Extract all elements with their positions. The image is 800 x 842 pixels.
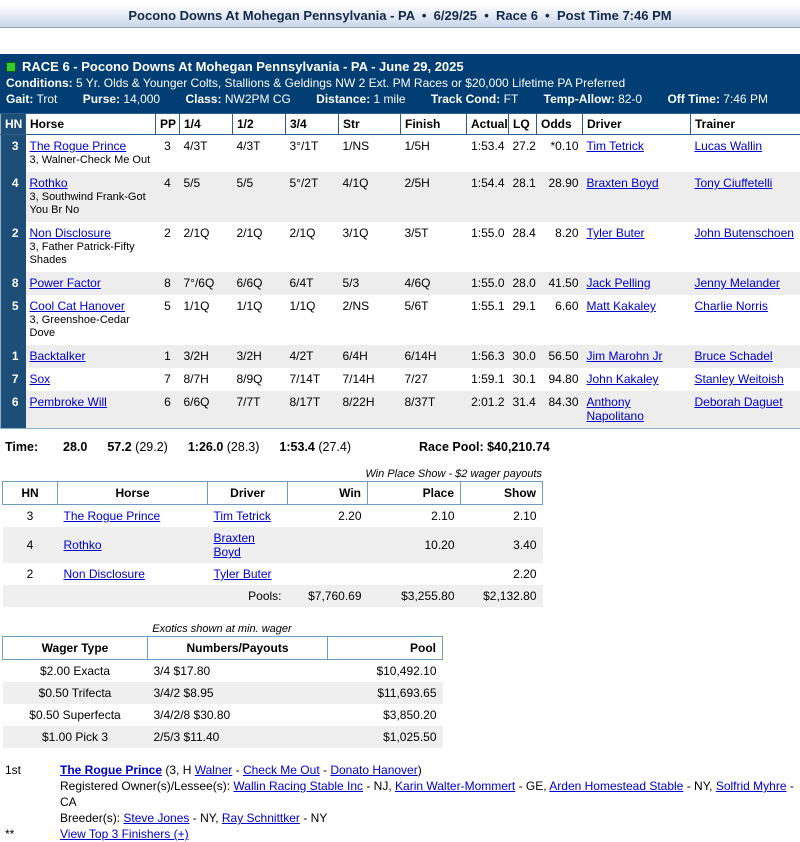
post-position: 2: [156, 222, 180, 272]
stretch-call: 3/1Q: [339, 222, 401, 272]
actual-time: 1:53.4: [467, 135, 509, 173]
horse-link[interactable]: Non Disclosure: [30, 226, 111, 240]
result-row: [1, 222, 800, 272]
post-position: 4: [156, 172, 180, 222]
quarter-call: 7°/6Q: [180, 272, 233, 295]
quarter-call: 5/5: [180, 172, 233, 222]
wps-place-pool: $3,255.80: [368, 585, 461, 607]
wps-pools-spacer: [58, 585, 208, 607]
result-row: [1, 135, 800, 173]
conditions-text: 5 Yr. Olds & Younger Colts, Stallions & Geldings NW 2 Ext. PM Races or $20,000 Lifetime PA Preferred: [76, 76, 625, 90]
race-stat-value: 82-0: [618, 92, 642, 106]
driver-cell: [583, 295, 691, 345]
exotics-wager-type: $0.50 Trifecta: [3, 682, 148, 704]
actual-time: 1:55.1: [467, 295, 509, 345]
driver-link[interactable]: Jim Marohn Jr: [587, 349, 663, 363]
wps-row: [3, 527, 543, 563]
last-quarter: 31.4: [509, 391, 537, 429]
exotics-row: [3, 660, 443, 683]
wps-col-driver: Driver: [208, 482, 288, 505]
wps-driver-link[interactable]: Braxten Boyd: [214, 531, 255, 559]
race-stats-line: [6, 91, 794, 107]
result-row: [1, 391, 800, 429]
split-time: [63, 440, 87, 454]
horse-number: 2: [1, 222, 26, 272]
stretch-call: 7/14H: [339, 368, 401, 391]
wps-driver-cell: [208, 527, 288, 563]
driver-cell: [583, 272, 691, 295]
race-stat-value: 14,000: [123, 92, 160, 106]
winner-pedigree-line: [60, 762, 800, 778]
wps-show-pool: $2,132.80: [461, 585, 543, 607]
three-quarter-call: 8/17T: [286, 391, 339, 429]
owner-suffix: - CA: [60, 779, 794, 809]
trainer-cell: [691, 222, 800, 272]
view-top-finishers-link[interactable]: View Top 3 Finishers (+): [60, 827, 189, 841]
horse-link[interactable]: Pembroke Will: [30, 395, 107, 409]
breeder-suffix: - NY: [300, 811, 327, 825]
owner-link[interactable]: Karin Walter-Mommert: [395, 779, 515, 793]
horse-cell: [26, 172, 156, 222]
stretch-call: 5/3: [339, 272, 401, 295]
exotics-row: [3, 726, 443, 748]
wps-horse-cell: [58, 563, 208, 585]
col-header-lq: LQ: [509, 114, 537, 135]
odds: 6.60: [537, 295, 583, 345]
trainer-link[interactable]: Bruce Schadel: [695, 349, 773, 363]
trainer-link[interactable]: Tony Ciuffetelli: [695, 176, 773, 190]
driver-link[interactable]: Tim Tetrick: [587, 139, 644, 153]
wps-show-payout: 2.20: [461, 563, 543, 585]
col-header-half: 1/2: [233, 114, 286, 135]
col-header-stretch: Str: [339, 114, 401, 135]
exotics-pool: $1,025.50: [328, 726, 443, 748]
race-stat-value: 1 mile: [374, 92, 406, 106]
three-quarter-call: 5°/2T: [286, 172, 339, 222]
wps-col-horse: Horse: [58, 482, 208, 505]
winner-age-sex: (3, H: [162, 763, 195, 777]
exotics-note: Exotics shown at min. wager: [2, 623, 442, 635]
horse-cell: [26, 295, 156, 345]
three-quarter-call: 4/2T: [286, 345, 339, 368]
driver-cell: [583, 345, 691, 368]
actual-time: 1:55.0: [467, 222, 509, 272]
winner-details: [0, 762, 800, 842]
wps-col-hn: HN: [3, 482, 58, 505]
horse-link[interactable]: Sox: [30, 372, 51, 386]
sire-link[interactable]: Walner: [195, 763, 233, 777]
race-stat-value: NW2PM CG: [225, 92, 291, 106]
horse-cell: [26, 368, 156, 391]
exotics-numbers-payout: 2/5/3 $11.40: [148, 726, 328, 748]
wps-horse-cell: [58, 505, 208, 528]
race-stat: [83, 92, 160, 106]
wps-row: [3, 505, 543, 528]
split-fraction: (28.3): [227, 440, 260, 454]
driver-link[interactable]: Matt Kakaley: [587, 299, 656, 313]
horse-cell: [26, 272, 156, 295]
last-quarter: 27.2: [509, 135, 537, 173]
post-position: 7: [156, 368, 180, 391]
horse-link[interactable]: Power Factor: [30, 276, 101, 290]
trainer-cell: [691, 345, 800, 368]
quarter-call: 8/7H: [180, 368, 233, 391]
post-position: 1: [156, 345, 180, 368]
odds: 8.20: [537, 222, 583, 272]
trainer-cell: [691, 172, 800, 222]
driver-link[interactable]: Jack Pelling: [587, 276, 651, 290]
wps-header-row: [3, 482, 543, 505]
last-quarter: 29.1: [509, 295, 537, 345]
wps-col-show: Show: [461, 482, 543, 505]
breeder-suffix: - NY,: [189, 811, 221, 825]
race-conditions: [6, 75, 794, 91]
owner-suffix: - NJ,: [363, 779, 395, 793]
horse-number: 6: [1, 391, 26, 429]
wps-place-payout: 10.20: [368, 527, 461, 563]
race-stat-value: FT: [504, 92, 519, 106]
last-quarter: 28.1: [509, 172, 537, 222]
horse-pedigree: 3, Greenshoe-Cedar Dove: [30, 313, 152, 340]
exotics-pool: $11,693.65: [328, 682, 443, 704]
odds: 56.50: [537, 345, 583, 368]
dam-link[interactable]: Check Me Out: [243, 763, 320, 777]
race-stat-label: Purse:: [83, 92, 120, 106]
exotics-table: [2, 636, 443, 748]
half-call: 4/3T: [233, 135, 286, 173]
exotics-row: [3, 704, 443, 726]
trainer-cell: [691, 272, 800, 295]
odds: 28.90: [537, 172, 583, 222]
finish-call: 6/14H: [401, 345, 467, 368]
horse-link[interactable]: Rothko: [30, 176, 68, 190]
race-pool: Race Pool: $40,210.74: [419, 440, 550, 454]
breeder-link[interactable]: Steve Jones: [123, 811, 189, 825]
half-call: 1/1Q: [233, 295, 286, 345]
wps-horse-cell: [58, 527, 208, 563]
close-paren: ): [418, 763, 422, 777]
odds: 94.80: [537, 368, 583, 391]
half-call: 5/5: [233, 172, 286, 222]
wps-horse-link[interactable]: The Rogue Prince: [64, 509, 161, 523]
last-quarter: 30.0: [509, 345, 537, 368]
trainer-cell: [691, 391, 800, 429]
driver-link[interactable]: John Kakaley: [587, 372, 659, 386]
col-header-finish: Finish: [401, 114, 467, 135]
race-stat-value: Trot: [36, 92, 57, 106]
damsire-link[interactable]: Donato Hanover: [330, 763, 417, 777]
col-header-odds: Odds: [537, 114, 583, 135]
wps-pools-spacer: [3, 585, 58, 607]
actual-time: 2:01.2: [467, 391, 509, 429]
finish-call: 4/6Q: [401, 272, 467, 295]
horse-number: 4: [1, 172, 26, 222]
breeder-link[interactable]: Ray Schnittker: [222, 811, 300, 825]
quarter-call: 3/2H: [180, 345, 233, 368]
actual-time: 1:56.3: [467, 345, 509, 368]
breeders-line: [60, 810, 800, 826]
wps-horse-number: 3: [3, 505, 58, 528]
wps-place-payout: [368, 563, 461, 585]
owner-link[interactable]: Wallin Racing Stable Inc: [233, 779, 363, 793]
wps-row: [3, 563, 543, 585]
driver-cell: [583, 222, 691, 272]
exotics-numbers-payout: 3/4/2/8 $30.80: [148, 704, 328, 726]
split-time: [279, 440, 351, 454]
race-stat-label: Track Cond:: [431, 92, 500, 106]
owner-link[interactable]: Solfrid Myhre: [716, 779, 787, 793]
half-call: 7/7T: [233, 391, 286, 429]
split-time-value: 57.2: [107, 440, 131, 454]
driver-cell: [583, 135, 691, 173]
owner-link[interactable]: Arden Homestead Stable: [549, 779, 683, 793]
horse-number: 7: [1, 368, 26, 391]
race-stat: [185, 92, 290, 106]
wps-show-payout: 3.40: [461, 527, 543, 563]
actual-time: 1:54.4: [467, 172, 509, 222]
wps-show-payout: 2.10: [461, 505, 543, 528]
result-row: [1, 345, 800, 368]
half-call: 2/1Q: [233, 222, 286, 272]
winner-horse-link[interactable]: The Rogue Prince: [60, 763, 162, 777]
race-title: RACE 6 - Pocono Downs At Mohegan Pennsylvania - PA - June 29, 2025: [22, 59, 464, 75]
quarter-call: 2/1Q: [180, 222, 233, 272]
wps-col-win: Win: [288, 482, 368, 505]
race-stat-label: Off Time:: [667, 92, 719, 106]
result-row: [1, 172, 800, 222]
wps-horse-number: 2: [3, 563, 58, 585]
owners-label: Registered Owner(s)/Lessee(s):: [60, 779, 233, 793]
exotics-numbers-payout: 3/4/2 $8.95: [148, 682, 328, 704]
col-header-driver: Driver: [583, 114, 691, 135]
owner-suffix: - GE,: [515, 779, 549, 793]
exotics-pool: $10,492.10: [328, 660, 443, 683]
driver-cell: [583, 172, 691, 222]
race-stat-label: Distance:: [316, 92, 370, 106]
wps-pools-label: Pools:: [208, 585, 288, 607]
trainer-link[interactable]: Jenny Melander: [695, 276, 780, 290]
footnote-marker: **: [0, 826, 60, 842]
split-fraction: (27.4): [318, 440, 351, 454]
split-time: [188, 440, 260, 454]
split-fraction: (29.2): [135, 440, 168, 454]
result-row: [1, 295, 800, 345]
horse-cell: [26, 345, 156, 368]
wps-win-pool: $7,760.69: [288, 585, 368, 607]
horse-cell: [26, 391, 156, 429]
three-quarter-call: 2/1Q: [286, 222, 339, 272]
actual-time: 1:55.0: [467, 272, 509, 295]
three-quarter-call: 3°/1T: [286, 135, 339, 173]
trainer-cell: [691, 135, 800, 173]
half-call: 6/6Q: [233, 272, 286, 295]
finish-call: 5/6T: [401, 295, 467, 345]
post-position: 3: [156, 135, 180, 173]
wps-place-payout: 2.10: [368, 505, 461, 528]
race-stat: [6, 92, 57, 106]
wps-win-payout: 2.20: [288, 505, 368, 528]
trainer-link[interactable]: Lucas Wallin: [695, 139, 763, 153]
half-call: 3/2H: [233, 345, 286, 368]
time-label: Time:: [5, 440, 63, 454]
trainer-link[interactable]: Deborah Daguet: [695, 395, 783, 409]
horse-number: 1: [1, 345, 26, 368]
finish-position-label: 1st: [0, 762, 60, 826]
horse-link[interactable]: Backtalker: [30, 349, 86, 363]
quarter-call: 6/6Q: [180, 391, 233, 429]
driver-link[interactable]: Braxten Boyd: [587, 176, 659, 190]
col-header-quarter: 1/4: [180, 114, 233, 135]
wps-horse-link[interactable]: Non Disclosure: [64, 567, 145, 581]
wps-driver-link[interactable]: Tyler Buter: [214, 567, 272, 581]
col-header-horse: Horse: [26, 114, 156, 135]
horse-number: 8: [1, 272, 26, 295]
race-stat-value: 7:46 PM: [723, 92, 768, 106]
quarter-call: 4/3T: [180, 135, 233, 173]
separator: -: [320, 763, 331, 777]
race-stat: [316, 92, 405, 106]
separator: -: [232, 763, 243, 777]
exotics-wager-type: $2.00 Exacta: [3, 660, 148, 683]
trainer-cell: [691, 295, 800, 345]
col-header-three-quarter: 3/4: [286, 114, 339, 135]
finish-call: 1/5H: [401, 135, 467, 173]
split-time-value: 1:53.4: [279, 440, 314, 454]
race-stat: [667, 92, 768, 106]
wps-win-payout: [288, 527, 368, 563]
wps-win-payout: [288, 563, 368, 585]
actual-time: 1:59.1: [467, 368, 509, 391]
horse-link[interactable]: The Rogue Prince: [30, 139, 127, 153]
breeders-label: Breeder(s):: [60, 811, 123, 825]
col-header-hn: HN: [1, 114, 26, 135]
horse-pedigree: 3, Walner-Check Me Out: [30, 153, 152, 167]
post-position: 5: [156, 295, 180, 345]
horse-link[interactable]: Cool Cat Hanover: [30, 299, 125, 313]
horse-number: 3: [1, 135, 26, 173]
finish-call: 8/37T: [401, 391, 467, 429]
result-row: [1, 272, 800, 295]
horse-number: 5: [1, 295, 26, 345]
trainer-link[interactable]: Charlie Norris: [695, 299, 768, 313]
horse-pedigree: 3, Southwind Frank-Got You Br No: [30, 190, 152, 217]
exotics-header-row: [3, 637, 443, 660]
trainer-link[interactable]: Stanley Weitoish: [695, 372, 784, 386]
stretch-call: 8/22H: [339, 391, 401, 429]
race-official-icon: [6, 62, 16, 72]
exotics-col-wager-type: Wager Type: [3, 637, 148, 660]
three-quarter-call: 6/4T: [286, 272, 339, 295]
race-info-band: [0, 54, 800, 113]
track-race-header-bar: Pocono Downs At Mohegan Pennsylvania - PA • 6/29/25 • Race 6 • Post Time 7:46 PM: [0, 4, 800, 28]
half-call: 8/9Q: [233, 368, 286, 391]
exotics-wager-type: $1.00 Pick 3: [3, 726, 148, 748]
last-quarter: 30.1: [509, 368, 537, 391]
finish-call: 2/5H: [401, 172, 467, 222]
quarter-call: 1/1Q: [180, 295, 233, 345]
wps-horse-link[interactable]: Rothko: [64, 538, 102, 552]
trainer-link[interactable]: John Butenschoen: [695, 226, 794, 240]
last-quarter: 28.0: [509, 272, 537, 295]
win-place-show-table: [2, 481, 543, 607]
time-summary-row: [5, 440, 800, 454]
odds: *0.10: [537, 135, 583, 173]
horse-pedigree: 3, Father Patrick-Fifty Shades: [30, 240, 152, 267]
conditions-label: Conditions:: [6, 76, 73, 90]
stretch-call: 4/1Q: [339, 172, 401, 222]
wps-pools-row: [3, 585, 543, 607]
horse-cell: [26, 135, 156, 173]
race-stat: [431, 92, 518, 106]
driver-cell: [583, 391, 691, 429]
split-time-value: 28.0: [63, 440, 87, 454]
wps-driver-cell: [208, 563, 288, 585]
stretch-call: 2/NS: [339, 295, 401, 345]
wps-horse-number: 4: [3, 527, 58, 563]
results-header-row: [1, 114, 800, 135]
wps-driver-link[interactable]: Tim Tetrick: [214, 509, 271, 523]
exotics-numbers-payout: 3/4 $17.80: [148, 660, 328, 683]
col-header-trainer: Trainer: [691, 114, 800, 135]
three-quarter-call: 7/14T: [286, 368, 339, 391]
stretch-call: 1/NS: [339, 135, 401, 173]
stretch-call: 6/4H: [339, 345, 401, 368]
finish-call: 3/5T: [401, 222, 467, 272]
odds: 84.30: [537, 391, 583, 429]
exotics-col-numbers: Numbers/Payouts: [148, 637, 328, 660]
exotics-row: [3, 682, 443, 704]
exotics-wager-type: $0.50 Superfecta: [3, 704, 148, 726]
race-results-table: [0, 113, 800, 429]
horse-cell: [26, 222, 156, 272]
driver-cell: [583, 368, 691, 391]
result-row: [1, 368, 800, 391]
odds: 41.50: [537, 272, 583, 295]
split-time-value: 1:26.0: [188, 440, 223, 454]
wps-note: Win Place Show - $2 wager payouts: [2, 468, 542, 480]
driver-link[interactable]: Tyler Buter: [587, 226, 645, 240]
post-position: 6: [156, 391, 180, 429]
race-stat-label: Class:: [185, 92, 221, 106]
finish-call: 7/27: [401, 368, 467, 391]
split-time: [107, 440, 167, 454]
exotics-col-pool: Pool: [328, 637, 443, 660]
col-header-actual: Actual: [467, 114, 509, 135]
col-header-pp: PP: [156, 114, 180, 135]
driver-link[interactable]: Anthony Napolitano: [587, 395, 644, 423]
race-stat: [544, 92, 642, 106]
last-quarter: 28.4: [509, 222, 537, 272]
trainer-cell: [691, 368, 800, 391]
owner-suffix: - NY,: [683, 779, 715, 793]
three-quarter-call: 1/1Q: [286, 295, 339, 345]
owners-line: [60, 778, 800, 810]
wps-driver-cell: [208, 505, 288, 528]
race-stat-label: Temp-Allow:: [544, 92, 615, 106]
post-position: 8: [156, 272, 180, 295]
race-stat-label: Gait:: [6, 92, 33, 106]
exotics-pool: $3,850.20: [328, 704, 443, 726]
wps-col-place: Place: [368, 482, 461, 505]
